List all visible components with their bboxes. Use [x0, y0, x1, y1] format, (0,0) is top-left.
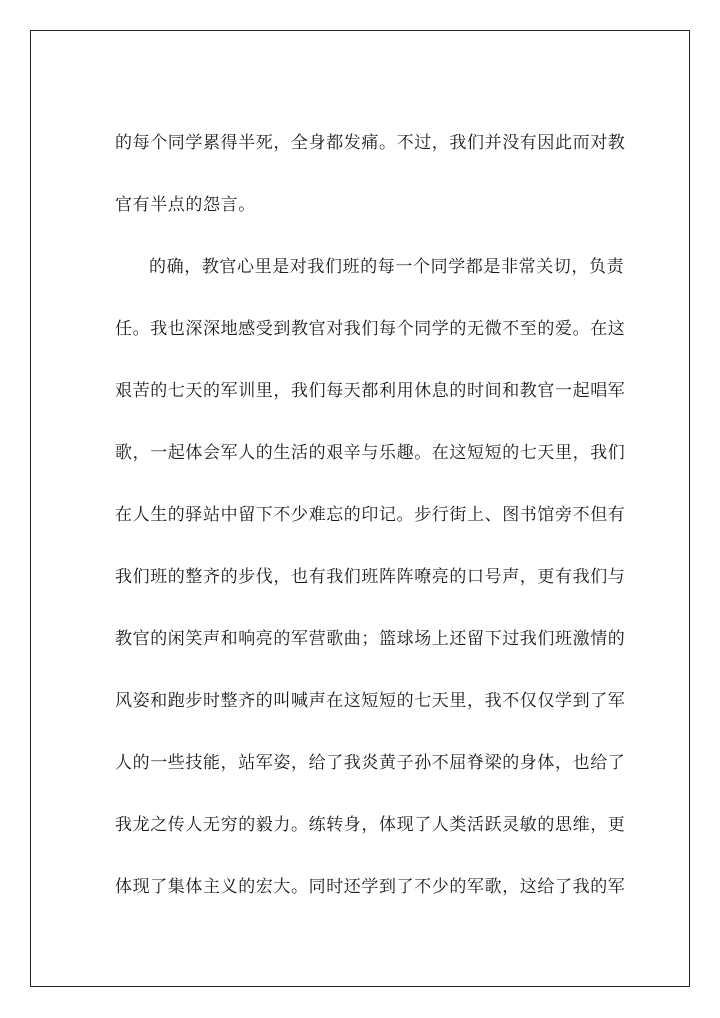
paragraph-start-line: 的确，教官心里是对我们班的每一个同学都是非常关切，负责	[149, 257, 625, 277]
text-line: 的每个同学累得半死，全身都发痛。不过，我们并没有因此而对教	[115, 133, 626, 153]
text-line: 体现了集体主义的宏大。同时还学到了不少的军歌，这给了我的军	[115, 877, 626, 897]
text-line: 官有半点的怨言。	[115, 195, 256, 215]
text-line: 歌，一起体会军人的生活的艰辛与乐趣。在这短短的七天里，我们	[115, 443, 626, 463]
text-line: 在人生的驿站中留下不少难忘的印记。步行街上、图书馆旁不但有	[115, 505, 626, 525]
text-line: 风姿和跑步时整齐的叫喊声在这短短的七天里，我不仅仅学到了军	[115, 691, 626, 711]
text-line: 我龙之传人无穷的毅力。练转身，体现了人类活跃灵敏的思维，更	[115, 815, 626, 835]
text-line: 艰苦的七天的军训里，我们每天都利用休息的时间和教官一起唱军	[115, 381, 626, 401]
text-line: 任。我也深深地感受到教官对我们每个同学的无微不至的爱。在这	[115, 319, 626, 339]
text-line: 我们班的整齐的步伐，也有我们班阵阵嘹亮的口号声，更有我们与	[115, 567, 626, 587]
text-line: 教官的闲笑声和响亮的军营歌曲；篮球场上还留下过我们班激情的	[115, 629, 626, 649]
text-line: 人的一些技能，站军姿，给了我炎黄子孙不屈脊梁的身体，也给了	[115, 753, 626, 773]
